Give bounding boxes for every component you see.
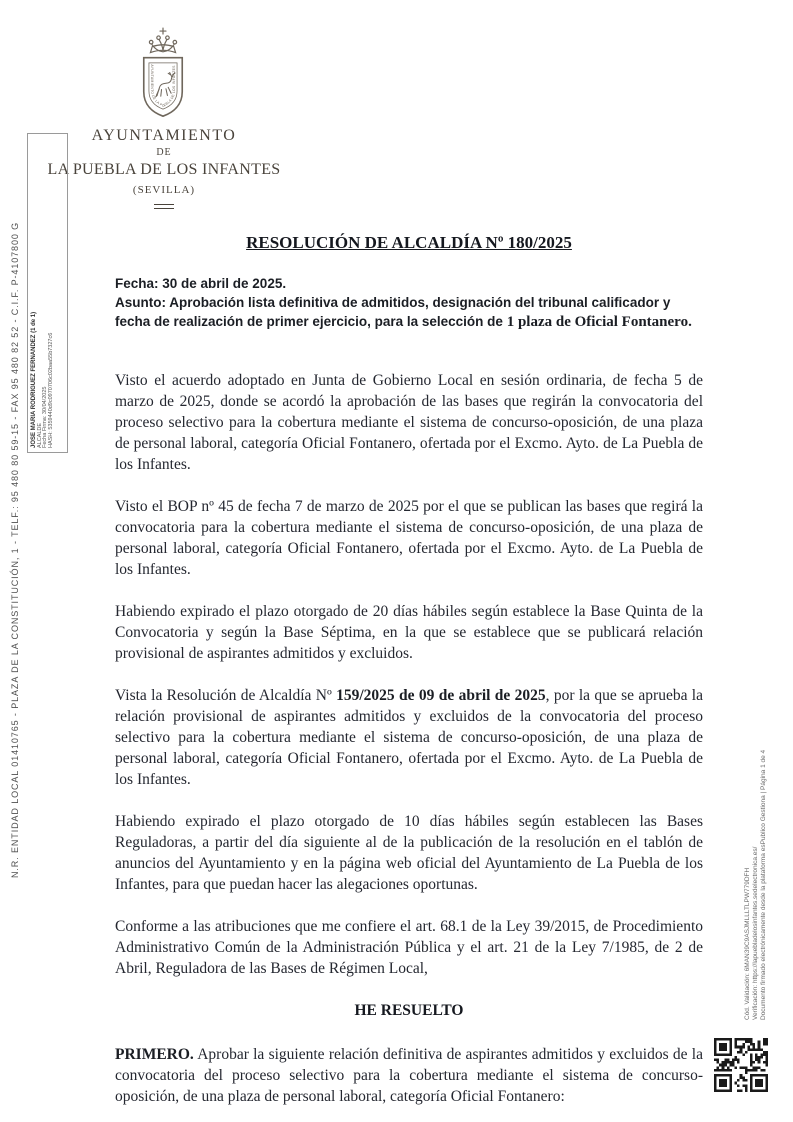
intro-asunto: Asunto: Aprobación lista definitiva de admitidos, designación del tribunal calificador y fecha de realización de primer ejercicio, para la selección de 1 plaza de Oficial Fontanero. (115, 295, 692, 330)
resolution-title: RESOLUCIÓN DE ALCALDÍA Nº 180/2025 (246, 233, 572, 252)
paragraph-4: Vista la Resolución de Alcaldía Nº 159/2025 de 09 de abril de 2025, por la que se aprueba la relación provisional de aspirantes admitidos y excluidos de la convocatoria del proceso selectivo para la cobertura mediante el sistema de concurso-oposición, de una plaza de personal laboral, categoría Oficial Fontanero, ofertada por el Excmo. Ayto. de La Puebla de los Infantes. (115, 687, 703, 788)
right-margin-block (744, 690, 768, 1020)
primero-label: PRIMERO. (115, 1046, 194, 1063)
document-content (115, 233, 703, 1122)
paragraph-5: Habiendo expirado el plazo otorgado de 10 días hábiles según establecen las Bases Reguladoras, a partir del día siguiente al de la publicación de la resolución en el tablón de anuncios del Ayuntamiento y en la página web oficial del Ayuntamiento de La Puebla de los Infantes, para que puedan hacer las alegaciones oportunas. (115, 813, 703, 893)
signer-role: ALCALDE (36, 422, 43, 448)
qr-code (714, 1038, 768, 1092)
intro-block (115, 274, 703, 332)
verification-url: Verificación: https://lapuebladelosinfantes.sedelectronica.es/ (752, 846, 759, 1020)
validation-code: Cód. Validación: 6MAN39C9ASJMLLLTLPW779DFH (744, 867, 751, 1020)
header-divider (154, 204, 174, 209)
signature-date: Fecha Firma: 30/04/2025 (42, 386, 48, 448)
org-name-line1: AYUNTAMIENTO (91, 127, 237, 144)
municipal-crest-icon (126, 22, 200, 126)
paragraph-primero: PRIMERO. Aprobar la siguiente relación definitiva de aspirantes admitidos y excluidos de la convocatoria del proceso selectivo para la cobertura mediante el sistema de concurso-oposición, de una plaza de personal laboral, categoría Oficial Fontanero: (115, 1046, 703, 1105)
signature-block (32, 210, 54, 448)
org-province: (SEVILLA) (132, 184, 196, 196)
crest-ring-text: AYUNTAMIENTO DE LA PUEBLA DE LOS INFANTES (150, 64, 176, 109)
signer-name: JOSE MARIA RODRIGUEZ FERNANDEZ (1 de 1) (31, 311, 37, 448)
resolution-reference: 159/2025 de 09 de abril de 2025 (336, 687, 546, 704)
paragraph-3: Habiendo expirado el plazo otorgado de 20 días hábiles según establece la Base Quinta de la Convocatoria y según la Base Séptima, en la que se establece que se publicará relación provisional de aspirantes admitidos y excluidos. (115, 603, 703, 662)
paragraph-2: Visto el BOP nº 45 de fecha 7 de marzo de 2025 por el que se publican las bases que regirá la convocatoria para la cobertura mediante el sistema de concurso-oposición, de una plaza de personal laboral, categoría Oficial Fontanero, ofertada por el Excmo. Ayto. de La Puebla de los Infantes. (115, 498, 703, 578)
signature-hash: HASH: 5359440d9c0970706c02baa55b7327c6 (47, 332, 54, 448)
left-margin-entity-text: N.R. ENTIDAD LOCAL 01410765 - PLAZA DE LA CONSTITUCIÓN, 1 - TELF.: 95 480 80 59-15 - FAX 95 480 82 52 - C.I.F. P-4107800 G (10, 221, 20, 878)
intro-fecha: Fecha: 30 de abril de 2025. (115, 276, 287, 291)
resuelto-heading: HE RESUELTO (354, 1002, 464, 1019)
org-name-line3: LA PUEBLA DE LOS INFANTES (47, 161, 281, 178)
paragraph-6: Conforme a las atribuciones que me confiere el art. 68.1 de la Ley 39/2015, de Procedimiento Administrativo Común de la Administración Pública y el art. 21 de la Ley 7/1985, de 2 de Abril, Reguladora de las Bases de Régimen Local, (115, 918, 703, 977)
org-name-line2: DE (156, 147, 172, 158)
platform-note: Documento firmado electrónicamente desde la plataforma esPublico Gestiona | Página 1 de 4 (760, 749, 767, 1020)
intro-asunto-emphasis: 1 plaza de Oficial Fontanero. (506, 314, 692, 330)
paragraph-1: Visto el acuerdo adoptado en Junta de Gobierno Local en sesión ordinaria, de fecha 5 de marzo de 2025, donde se acordó la aprobación de las bases que regirán la convocatoria del proceso selectivo para la cobertura mediante el sistema de concurso-oposición, de una plaza de personal laboral, categoría Oficial Fontanero, ofertada por el Excmo. Ayto. de La Puebla de los Infantes. (115, 372, 703, 473)
header-org-block (33, 126, 295, 209)
